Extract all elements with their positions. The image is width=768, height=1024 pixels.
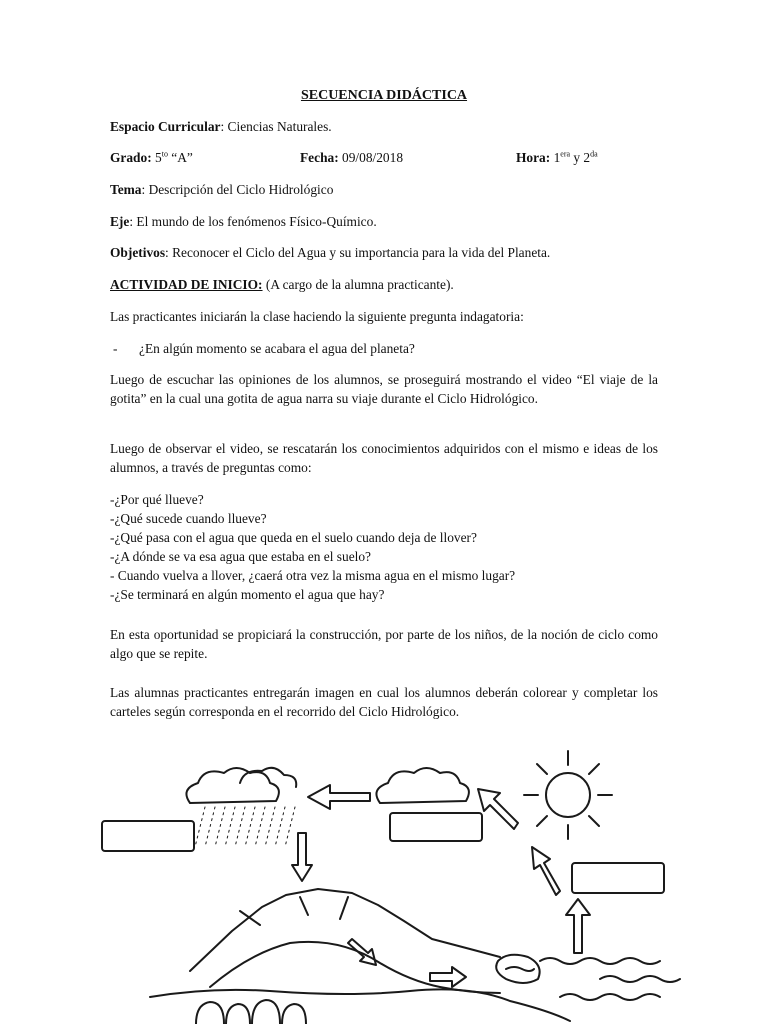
mountain-icon [190, 889, 500, 993]
rain-icon [195, 807, 295, 847]
paragraph-4: En esta oportunidad se propiciará la construcción, por parte de los niños, de la noción de ciclo como algo que se repite. [110, 627, 658, 661]
question-item: -¿Qué pasa con el agua que queda en el suelo cuando deja de llover? [110, 530, 477, 545]
arrow-left-icon [308, 785, 370, 809]
sun-icon [524, 751, 612, 839]
arrow-up-left-icon [478, 789, 518, 829]
trees-icon [196, 1000, 306, 1024]
arrow-up-left-icon [532, 847, 560, 895]
actividad-line [110, 275, 658, 294]
hora-field [516, 148, 598, 167]
actividad-note: (A cargo de la alumna practicante). [262, 277, 454, 292]
paragraph-5: Las alumnas practicantes entregarán imagen en cual los alumnos deberán colorear y completar los carteles según corresponda en el recorrido del Ciclo Hidrológico. [110, 685, 658, 719]
bullet-marker: - [113, 341, 118, 356]
fecha-label: Fecha: [300, 150, 339, 165]
eje-label: Eje [110, 214, 130, 229]
bullet-question [113, 339, 661, 358]
hora-value1: 1 [550, 150, 561, 165]
bullet-text: ¿En algún momento se acabara el agua del planeta? [139, 341, 415, 356]
document-title: SECUENCIA DIDÁCTICA [300, 88, 468, 103]
arrow-right-icon [430, 967, 466, 987]
objetivos-value: : Reconocer el Ciclo del Agua y su importancia para la vida del Planeta. [165, 245, 551, 260]
tema-label: Tema [110, 182, 142, 197]
grado-value: 5 [155, 150, 162, 165]
hora-label: Hora: [516, 150, 551, 165]
objetivos-line [110, 243, 658, 262]
lake-icon [496, 955, 539, 983]
paragraph-1: Las practicantes iniciarán la clase haciendo la siguiente pregunta indagatoria: [110, 309, 524, 324]
cloud-icon [376, 768, 468, 803]
hora-sup2: da [590, 149, 598, 159]
espacio-label: Espacio Curricular [110, 119, 221, 134]
question-item: - Cuando vuelva a llover, ¿caerá otra vez la misma agua en el mismo lugar? [110, 568, 516, 583]
label-box[interactable] [102, 821, 194, 851]
actividad-heading: ACTIVIDAD DE INICIO: [110, 277, 263, 292]
hora-sup1: era [560, 149, 571, 159]
eje-value: : El mundo de los fenómenos Físico-Químico. [129, 214, 377, 229]
paragraph-3: Luego de observar el video, se rescatarán los conocimientos adquiridos con el mismo e ideas de los alumnos, a través de preguntas como: [110, 441, 658, 475]
paragraph-2: Luego de escuchar las opiniones de los alumnos, se proseguirá mostrando el video “El viaje de la gotita” en la cual una gotita de agua narra su viaje durante el Ciclo Hidrológico. [110, 372, 658, 406]
espacio-value: : Ciencias Naturales. [220, 119, 332, 134]
objetivos-label: Objetivos [110, 245, 166, 260]
sea-waves-icon [540, 958, 680, 1000]
question-item: -¿A dónde se va esa agua que estaba en el suelo? [110, 549, 372, 564]
river-icon [150, 989, 570, 1021]
water-cycle-drawing [0, 735, 768, 1024]
eje-line [110, 212, 658, 231]
espacio-curricular-line [110, 117, 658, 136]
fecha-value: 09/08/2018 [338, 150, 404, 165]
tema-value: : Descripción del Ciclo Hidrológico [141, 182, 334, 197]
grado-sup: to [161, 149, 168, 159]
fecha-field [300, 148, 403, 167]
question-list [110, 490, 658, 604]
question-item: -¿Se terminará en algún momento el agua que hay? [110, 587, 385, 602]
tema-line [110, 180, 658, 199]
arrow-down-icon [292, 833, 312, 881]
hora-mid: y 2 [570, 150, 591, 165]
arrow-down-right-icon [348, 939, 376, 965]
cloud-icon [186, 768, 296, 803]
grado-field [110, 148, 193, 167]
arrow-up-icon [566, 899, 590, 953]
label-box[interactable] [390, 813, 482, 841]
question-item: -¿Qué sucede cuando llueve? [110, 511, 267, 526]
label-box[interactable] [572, 863, 664, 893]
grado-label: Grado: [110, 150, 152, 165]
grado-value2: “A” [167, 150, 193, 165]
question-item: -¿Por qué llueve? [110, 492, 204, 507]
